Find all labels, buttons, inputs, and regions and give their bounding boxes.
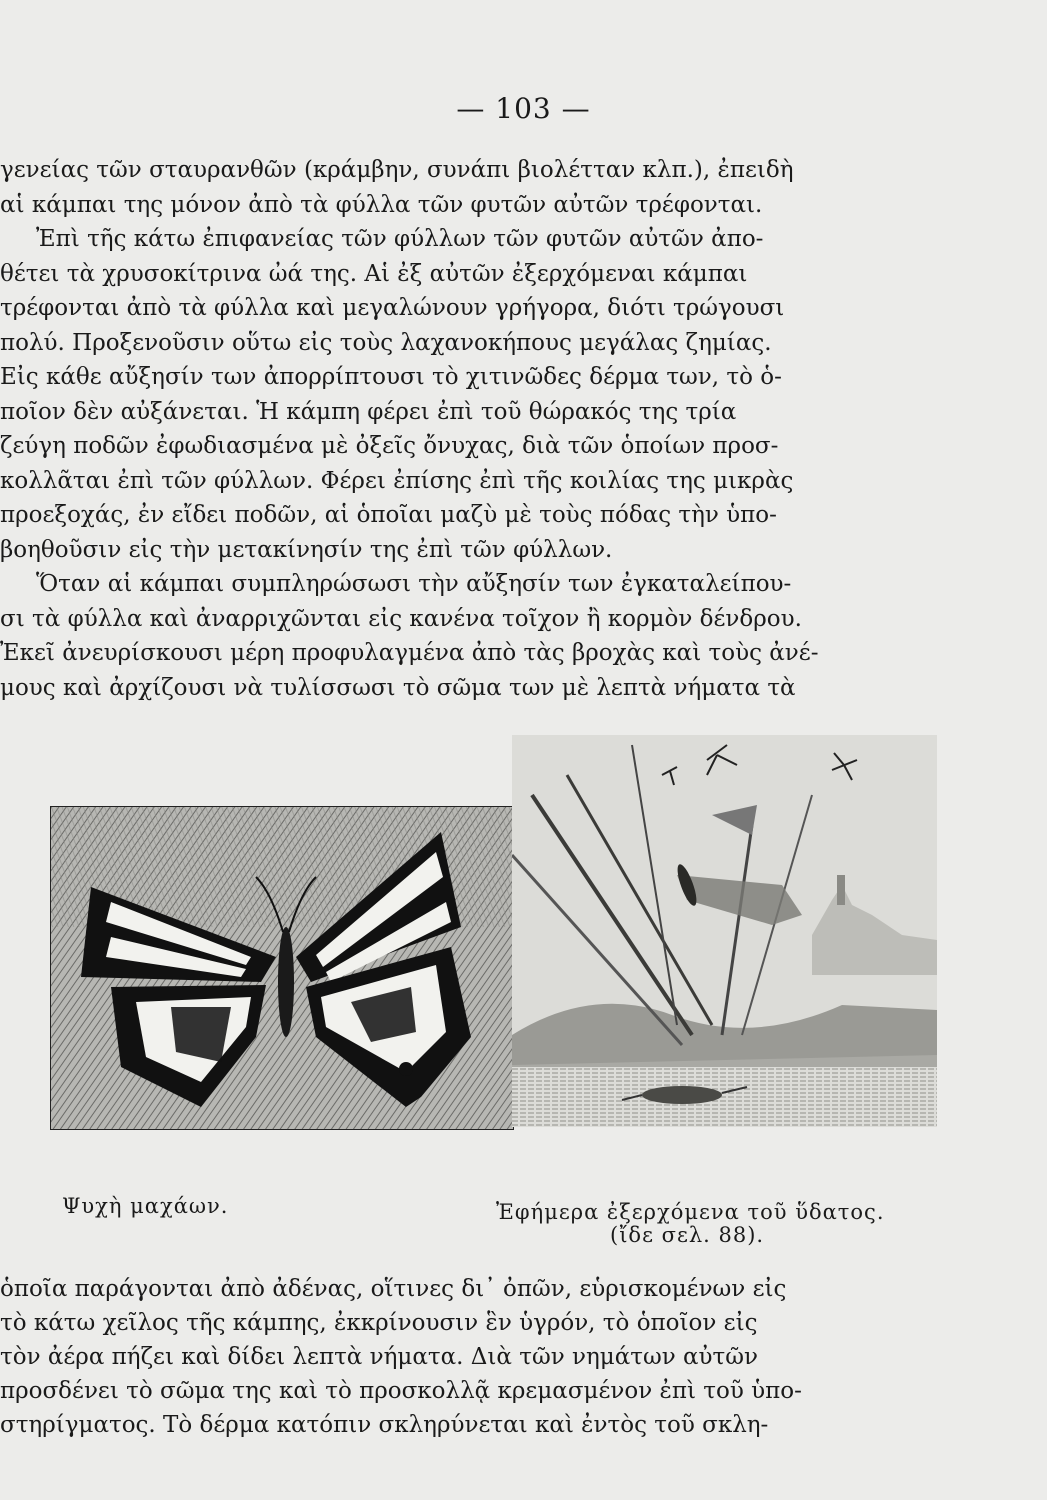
mayfly-drawing [512,735,937,1127]
mayfly-page-reference: (ἴδε σελ. 88). [610,1223,765,1247]
top-text-block [0,153,945,705]
mayfly-caption: Ἐφήμερα ἐξερχόμενα τοῦ ὕδατος. [496,1200,885,1224]
text-line: στηρίγματος. Τὸ δέρμα κατόπιν σκληρύνεται καὶ ἐντὸς τοῦ σκλη- [0,1412,769,1438]
butterfly-illustration [50,806,514,1130]
text-line: τὸν ἀέρα πήζει καὶ δίδει λεπτὰ νήματα. Διὰ τῶν νημάτων αὐτῶν [0,1344,759,1370]
text-line: προεξοχάς, ἐν εἴδει ποδῶν, αἱ ὁποῖαι μαζὺ μὲ τοὺς πόδας τὴν ὑπο- [0,502,777,528]
text-line: Ὅταν αἱ κάμπαι συμπληρώσωσι τὴν αὔξησίν των ἐγκαταλείπου- [36,571,792,597]
mayfly-illustration [512,735,937,1127]
text-line: πολύ. Προξενοῦσιν οὕτω εἰς τοὺς λαχανοκήπους μεγάλας ζημίας. [0,329,772,356]
text-line: αἱ κάμπαι της μόνον ἀπὸ τὰ φύλλα τῶν φυτῶν αὐτῶν τρέφονται. [0,191,763,218]
butterfly-caption: Ψυχὴ μαχάων. [62,1194,229,1218]
text-line: σι τὰ φύλλα καὶ ἀναρριχῶνται εἰς κανένα τοῖχον ἢ κορμὸν δένδρου. [0,605,802,632]
text-line: τρέφονται ἀπὸ τὰ φύλλα καὶ μεγαλώνουν γρήγορα, διότι τρώγουσι [0,295,785,321]
text-line: μους καὶ ἀρχίζουσι νὰ τυλίσσωσι τὸ σῶμα των μὲ λεπτὰ νήματα τὰ [0,674,796,701]
text-line: κολλᾶται ἐπὶ τῶν φύλλων. Φέρει ἐπίσης ἐπὶ τῆς κοιλίας της μικρὰς [0,467,794,494]
text-line: τὸ κάτω χεῖλος τῆς κάμπης, ἐκκρίνουσιν ἓν ὑγρόν, τὸ ὁποῖον εἰς [0,1310,758,1336]
text-line: Ἐκεῖ ἀνευρίσκουσι μέρη προφυλαγμένα ἀπὸ τὰς βροχὰς καὶ τοὺς ἀνέ- [0,640,819,666]
text-line: βοηθοῦσιν εἰς τὴν μετακίνησίν της ἐπὶ τῶν φύλλων. [0,536,613,563]
text-line: προσδένει τὸ σῶμα της καὶ τὸ προσκολλᾷ κρεμασμένον ἐπὶ τοῦ ὑπο- [0,1378,802,1404]
text-line: ὁποῖα παράγονται ἀπὸ ἀδένας, οἵτινες δι᾽ ὀπῶν, εὑρισκομένων εἰς [0,1276,787,1302]
page-number: — 103 — [456,92,591,125]
text-line: Ἐπὶ τῆς κάτω ἐπιφανείας τῶν φύλλων τῶν φυτῶν αὐτῶν ἀπο- [36,226,764,252]
butterfly-drawing [51,807,513,1129]
bottom-text-block [0,1272,945,1442]
text-line: θέτει τὰ χρυσοκίτρινα ὠά της. Αἱ ἐξ αὐτῶν ἐξερχόμεναι κάμπαι [0,260,748,287]
text-line: ζεύγη ποδῶν ἐφωδιασμένα μὲ ὀξεῖς ὄνυχας, διὰ τῶν ὁποίων προσ- [0,433,779,459]
text-line: ποῖον δὲν αὐξάνεται. Ἡ κάμπη φέρει ἐπὶ τοῦ θώρακός της τρία [0,398,737,425]
text-line: γενείας τῶν σταυρανθῶν (κράμβην, συνάπι βιολέτταν κλπ.), ἐπειδὴ [0,157,794,183]
text-line: Εἰς κάθε αὔξησίν των ἀπορρίπτουσι τὸ χιτινῶδες δέρμα των, τὸ ὁ- [0,364,782,390]
